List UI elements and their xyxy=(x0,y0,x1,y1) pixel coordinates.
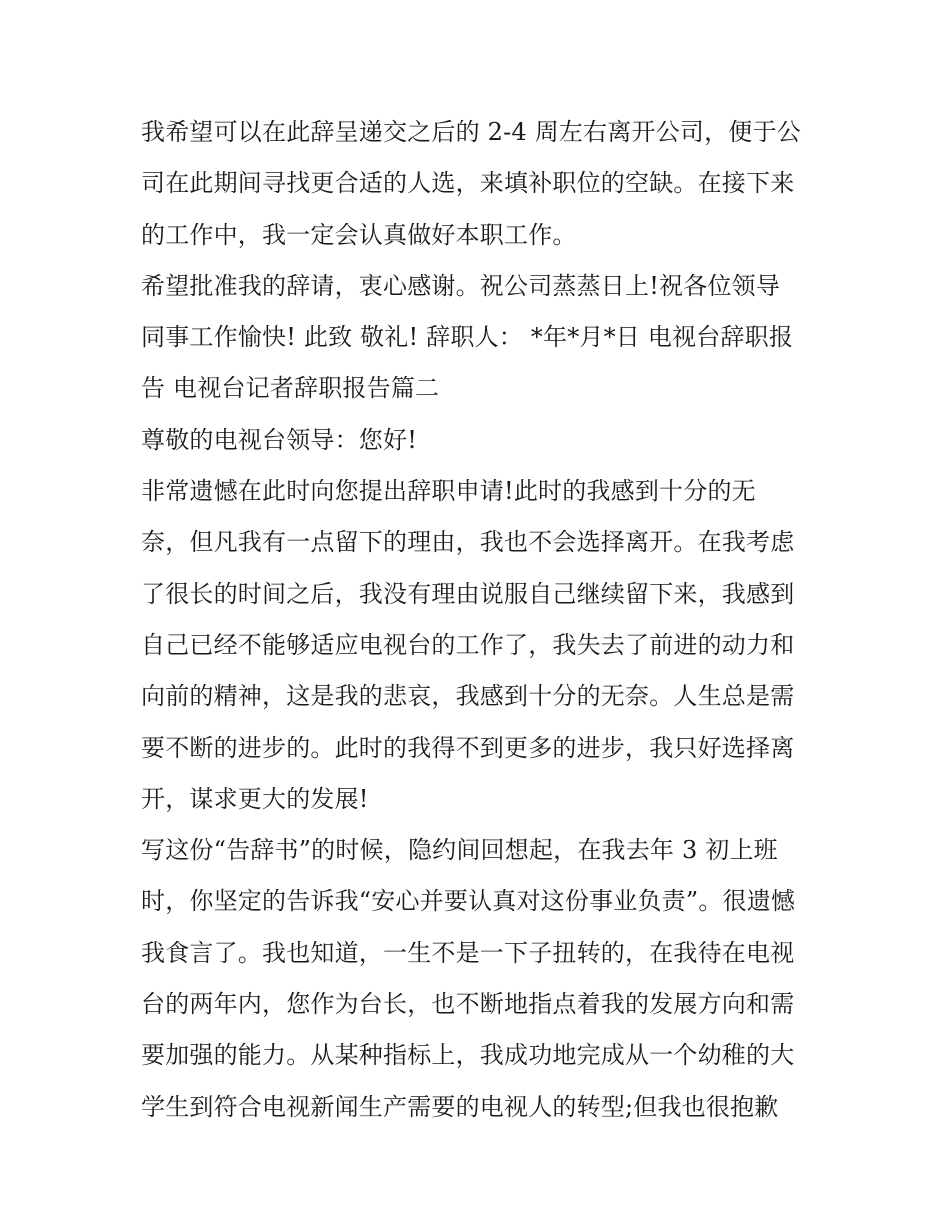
body-text xyxy=(141,107,821,1133)
text-line: 告 电视台记者辞职报告篇二 xyxy=(141,374,440,403)
text-line: 司在此期间寻找更合适的人选，来填补职位的空缺。在接下来 xyxy=(141,169,795,198)
text-line: 时，你坚定的告诉我“安心并要认真对这份事业负责”。很遗憾 xyxy=(141,887,796,916)
text-line: 非常遗憾在此时向您提出辞职申请!此时的我感到十分的无 xyxy=(141,477,756,506)
text-line: 台的两年内，您作为台长，也不断地指点着我的发展方向和需 xyxy=(141,990,795,1019)
text-line: 同事工作愉快! 此致 敬礼! 辞职人： *年*月*日 电视台辞职报 xyxy=(141,323,794,352)
text-line: 开，谋求更大的发展! xyxy=(141,784,369,813)
text-line: 要不断的进步的。此时的我得不到更多的进步，我只好选择离 xyxy=(141,733,795,762)
text-line: 我食言了。我也知道，一生不是一下子扭转的，在我待在电视 xyxy=(141,938,795,967)
text-line: 我希望可以在此辞呈递交之后的 2-4 周左右离开公司，便于公 xyxy=(141,118,801,146)
text-line: 自己已经不能够适应电视台的工作了，我失去了前进的动力和 xyxy=(141,630,795,659)
text-line: 向前的精神，这是我的悲哀，我感到十分的无奈。人生总是需 xyxy=(141,682,795,711)
text-line: 奈，但凡我有一点留下的理由，我也不会选择离开。在我考虑 xyxy=(141,528,795,557)
text-line: 了很长的时间之后，我没有理由说服自己继续留下来，我感到 xyxy=(141,579,795,608)
text-line: 学生到符合电视新闻生产需要的电视人的转型;但我也很抱歉 xyxy=(141,1092,779,1121)
text-line: 要加强的能力。从某种指标上，我成功地完成从一个幼稚的大 xyxy=(141,1041,795,1070)
text-line: 的工作中，我一定会认真做好本职工作。 xyxy=(141,220,577,249)
text-line: 希望批准我的辞请，衷心感谢。祝公司蒸蒸日上!祝各位领导 xyxy=(141,271,781,300)
text-line: 写这份“告辞书”的时候，隐约间回想起，在我去年 3 初上班 xyxy=(141,836,778,865)
text-line: 尊敬的电视台领导：您好! xyxy=(141,425,418,454)
